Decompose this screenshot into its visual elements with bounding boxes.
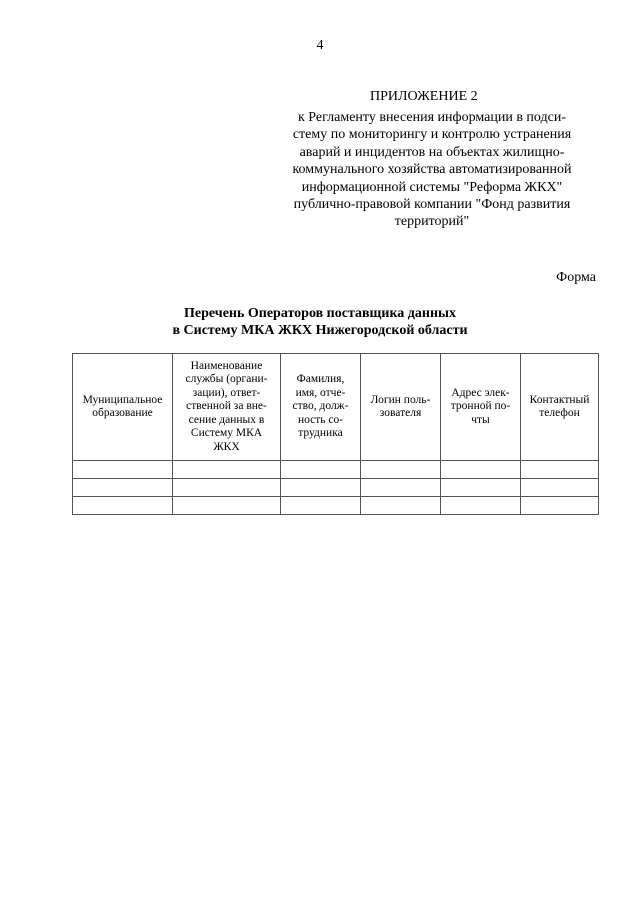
- header-phone: [521, 354, 599, 461]
- title-line: Перечень Операторов поставщика данных: [184, 306, 456, 321]
- header-line: трудника: [298, 427, 343, 440]
- header-line: службы (органи-: [185, 373, 268, 386]
- header-line: ство, долж-: [292, 400, 349, 413]
- header-line: ЖКХ: [213, 440, 240, 453]
- table-cell[interactable]: [173, 461, 281, 479]
- operators-table: [72, 353, 599, 515]
- header-line: Муниципальное: [82, 393, 163, 406]
- table-cell[interactable]: [73, 497, 173, 515]
- table-cell[interactable]: [173, 497, 281, 515]
- header-line: Контактный: [529, 393, 590, 406]
- header-line: Фамилия,: [296, 373, 345, 386]
- header-user-login: [361, 354, 441, 461]
- header-employee-name: [281, 354, 361, 461]
- header-line: зователя: [379, 407, 422, 419]
- header-line: чты: [471, 413, 490, 426]
- header-line: Логин поль-: [370, 393, 431, 406]
- document-title: [0, 305, 640, 339]
- table-cell[interactable]: [441, 497, 521, 515]
- appendix-line: коммунального хозяйства автоматизированной: [292, 162, 572, 178]
- appendix-line: аварий и инцидентов на объектах жилищно-: [299, 144, 565, 160]
- header-email: [441, 354, 521, 461]
- table-row: [73, 497, 599, 515]
- table-cell[interactable]: [441, 461, 521, 479]
- table-cell[interactable]: [73, 461, 173, 479]
- table-body: [73, 461, 599, 515]
- form-label: Форма: [556, 270, 596, 285]
- table-cell[interactable]: [281, 479, 361, 497]
- header-line: Наименование: [190, 359, 263, 372]
- header-line: сение данных в: [188, 413, 265, 426]
- appendix-line: территорий": [394, 214, 470, 230]
- table-header-row: [73, 354, 599, 461]
- header-line: телефон: [539, 407, 580, 419]
- table-row: [73, 461, 599, 479]
- table-cell[interactable]: [73, 479, 173, 497]
- header-line: тронной по-: [450, 400, 511, 413]
- appendix-line: к Регламенту внесения информации в подси-: [297, 110, 567, 125]
- table-cell[interactable]: [361, 479, 441, 497]
- table-cell[interactable]: [361, 497, 441, 515]
- header-line: Систему МКА: [190, 427, 263, 440]
- table-cell[interactable]: [441, 479, 521, 497]
- appendix-line: публично-правовой компании "Фонд развития: [293, 197, 571, 213]
- header-municipality: [73, 354, 173, 461]
- table-cell[interactable]: [521, 461, 599, 479]
- title-line: в Систему МКА ЖКХ Нижегородской области: [172, 323, 468, 338]
- table-cell[interactable]: [361, 461, 441, 479]
- table-cell[interactable]: [521, 497, 599, 515]
- page-number: 4: [316, 38, 324, 53]
- header-line: образование: [92, 407, 153, 419]
- header-line: Адрес элек-: [451, 386, 510, 399]
- appendix-line: стему по мониторингу и контролю устранения: [292, 127, 572, 143]
- table-cell[interactable]: [281, 461, 361, 479]
- table-cell[interactable]: [281, 497, 361, 515]
- header-line: ность со-: [297, 413, 344, 426]
- appendix-title: ПРИЛОЖЕНИЕ 2: [370, 89, 478, 104]
- header-line: ственной за вне-: [186, 400, 267, 413]
- appendix-description: [262, 109, 602, 231]
- header-line: зации), ответ-: [192, 386, 261, 399]
- table-cell[interactable]: [173, 479, 281, 497]
- header-service-name: [173, 354, 281, 461]
- table-row: [73, 479, 599, 497]
- appendix-line: информационной системы "Реформа ЖКХ": [301, 179, 563, 195]
- header-line: имя, отче-: [295, 386, 346, 399]
- table-cell[interactable]: [521, 479, 599, 497]
